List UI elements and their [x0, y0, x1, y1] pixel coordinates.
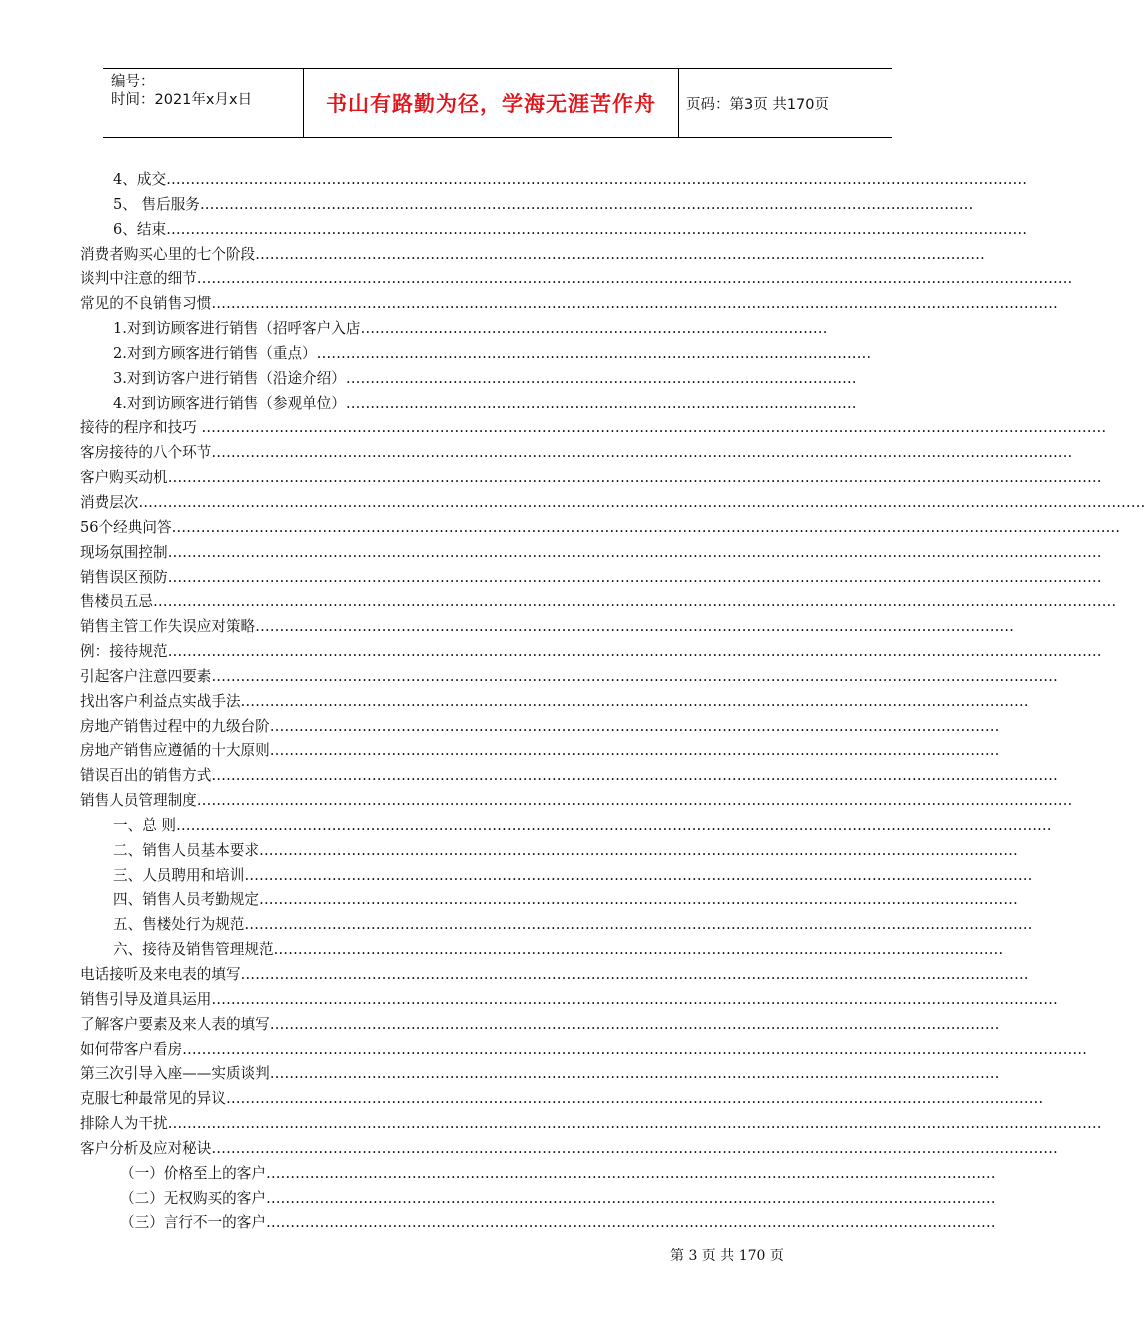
- toc-entry-title: 引起客户注意四要素: [80, 667, 212, 685]
- toc-entry[interactable]: [80, 317, 828, 342]
- toc-entry[interactable]: [80, 963, 1029, 988]
- toc-entry[interactable]: [80, 1211, 996, 1236]
- toc-leader-dots: ………………………………………………………………………………………………………………………………………………: [244, 916, 1033, 934]
- page-footer: 第 3 页 共 170 页: [670, 1248, 784, 1264]
- toc-entry[interactable]: [80, 988, 1058, 1013]
- toc-leader-dots: …………………………………………………………………………………………………………………………………………: [258, 891, 1018, 909]
- toc-entry[interactable]: [80, 764, 1058, 789]
- toc-entry[interactable]: [80, 168, 1028, 193]
- toc-entry[interactable]: [80, 590, 1117, 615]
- toc-leader-dots: …………………………………………………………………………………………………………………………………………………………: [211, 295, 1058, 313]
- toc-entry-title: 三、人员聘用和培训: [113, 866, 245, 884]
- toc-entry-title: 房地产销售过程中的九级台阶: [80, 717, 270, 735]
- toc-entry[interactable]: [80, 615, 1015, 640]
- toc-leader-dots: …………………………………………………………………………………………………………………………………………: [258, 841, 1018, 859]
- header-motto-cell: [303, 69, 679, 137]
- toc-entry[interactable]: [80, 1038, 1087, 1063]
- header-motto: 书山有路勤为径，学海无涯苦作舟: [326, 92, 656, 116]
- toc-leader-dots: ……………………………………………………………………………………………………………………………………………: [199, 195, 974, 213]
- toc-entry[interactable]: [80, 392, 857, 417]
- toc-leader-dots: …………………………………………………………………………………………………………………………………………………………: [211, 667, 1058, 685]
- toc-entry-title: 4、成交: [113, 171, 167, 188]
- toc-leader-dots: ………………………………………………………………………………………………………………………………………………………………: [176, 816, 1052, 834]
- toc-leader-dots: ………………………………………………………………………………………………………………………………………………………………: [196, 270, 1073, 288]
- toc-leader-dots: ……………………………………………………………………………………………………………………………………: [273, 941, 1004, 959]
- toc-entry-title: 第三次引导入座——实质谈判: [80, 1065, 270, 1083]
- toc-entry[interactable]: [80, 516, 1121, 541]
- toc-entry[interactable]: [80, 267, 1073, 292]
- toc-entry[interactable]: [80, 1137, 1058, 1162]
- toc-leader-dots: ……………………………………………………………………………………………………………………………………………………………………: [201, 419, 1107, 437]
- toc-entry-title: 一、总 则: [113, 816, 177, 834]
- toc-leader-dots: ……………………………………………………………………………………………………………………………………………………………: [166, 220, 1028, 238]
- toc-entry[interactable]: [80, 864, 1033, 889]
- toc-entry[interactable]: [80, 566, 1102, 591]
- toc-leader-dots: ………………………………………………………………………………………………………………………………………………: [244, 866, 1033, 884]
- toc-leader-dots: …………………………………………………………………………………………………………………………………………………………: [211, 1139, 1058, 1157]
- toc-leader-dots: …………………………………………………………………………………………………………………………………………………………………………: [167, 643, 1102, 661]
- toc-entry-title: 二、销售人员基本要求: [113, 841, 259, 859]
- toc-entry[interactable]: [80, 1187, 996, 1212]
- toc-entry[interactable]: [80, 690, 1029, 715]
- toc-entry-title: 销售引导及道具运用: [80, 990, 212, 1008]
- toc-entry[interactable]: [80, 913, 1033, 938]
- toc-leader-dots: …………………………………………………………………………………………………………………………………………………………………………: [167, 568, 1102, 586]
- toc-entry-title: 客户分析及应对秘诀: [80, 1139, 212, 1157]
- toc-entry-title: 房地产销售应遵循的十大原则: [80, 742, 270, 760]
- toc-entry[interactable]: [80, 342, 872, 367]
- toc-entry[interactable]: [80, 292, 1058, 317]
- toc-entry[interactable]: [80, 938, 1004, 963]
- toc-entry[interactable]: [80, 416, 1107, 441]
- toc-entry-title: 例：接待规范: [80, 643, 168, 661]
- document-time: 时间：2021年x月x日: [111, 92, 253, 108]
- toc-leader-dots: …………………………………………………………………………………………………………………………………………: [255, 618, 1015, 636]
- toc-entry[interactable]: [80, 1112, 1102, 1137]
- toc-entry[interactable]: [80, 640, 1102, 665]
- toc-entry[interactable]: [80, 715, 1000, 740]
- toc-entry-title: 电话接听及来电表的填写: [80, 966, 241, 983]
- toc-entry-title: 销售误区预防: [80, 568, 168, 586]
- toc-entry-title: 谈判中注意的细节: [80, 270, 197, 288]
- toc-leader-dots: ……………………………………………………………………………………………………………………………………………………………………: [182, 1040, 1087, 1058]
- toc-leader-dots: …………………………………………………………………………………………………………………………………………………………………………: [167, 469, 1102, 487]
- toc-leader-dots: ………………………………………………………………………………………………………………………………………………………………: [196, 792, 1073, 810]
- toc-leader-dots: ……………………………………………………………………………………………………………………………………………………: [225, 1090, 1044, 1108]
- toc-entry-title: 客户购买动机: [80, 469, 168, 487]
- toc-entry-title: 销售人员管理制度: [80, 792, 197, 810]
- toc-leader-dots: ………………………………………………………………………………………………………………………………………………: [240, 966, 1029, 983]
- toc-entry[interactable]: [80, 491, 1145, 516]
- toc-leader-dots: ……………………………………………………………………………………………………………………………………: [265, 1214, 996, 1232]
- toc-leader-dots: ……………………………………………………………………………………………………………………………………: [269, 742, 1000, 760]
- toc-entry-title: 3.对到访客户进行销售（沿途介绍）: [113, 369, 346, 387]
- toc-leader-dots: ………………………………………………………………………………………………………………………………………………………………………………………: [138, 493, 1145, 511]
- toc-entry-title: （三）言行不一的客户: [120, 1214, 266, 1232]
- page-header: [103, 68, 892, 138]
- toc-entry-title: 消费层次: [80, 493, 139, 511]
- toc-entry[interactable]: [80, 441, 1073, 466]
- toc-leader-dots: ……………………………………………………………………………………………………………………………………: [255, 245, 985, 263]
- toc-entry-title: 4.对到访顾客进行销售（参观单位）: [113, 394, 346, 412]
- toc-entry-title: 2.对到方顾客进行销售（重点）: [113, 344, 317, 362]
- document-number-label: 编号：: [111, 74, 155, 90]
- toc-entry-title: 接待的程序和技巧: [80, 419, 202, 437]
- toc-entry[interactable]: [80, 839, 1018, 864]
- toc-leader-dots: ……………………………………………………………………………………………………………………………………: [269, 1065, 1000, 1083]
- toc-leader-dots: ……………………………………………………………………………………………………………………………………: [269, 717, 1000, 735]
- toc-entry[interactable]: [80, 1062, 1000, 1087]
- toc-entry-title: 了解客户要素及来人表的填写: [80, 1015, 270, 1033]
- toc-entry-title: 售楼员五忌: [80, 593, 153, 611]
- toc-entry-title: 排除人为干扰: [80, 1115, 168, 1133]
- toc-entry-title: 常见的不良销售习惯: [80, 295, 212, 313]
- toc-entry-title: 销售主管工作失误应对策略: [80, 618, 256, 636]
- toc-entry[interactable]: [80, 888, 1018, 913]
- toc-leader-dots: ……………………………………………………………………………………………: [345, 369, 857, 387]
- toc-leader-dots: ……………………………………………………………………………………………………………………………………: [265, 1189, 996, 1207]
- toc-leader-dots: ……………………………………………………………………………………………………………………………………………………………: [211, 444, 1073, 462]
- toc-entry-title: （一）价格至上的客户: [120, 1164, 266, 1182]
- toc-leader-dots: ………………………………………………………………………………………………………………………………………………: [240, 692, 1029, 710]
- toc-leader-dots: ……………………………………………………………………………………………………………………………………: [269, 1015, 1000, 1033]
- toc-entry[interactable]: [80, 367, 857, 392]
- toc-entry[interactable]: [80, 1013, 1000, 1038]
- toc-entry[interactable]: [80, 739, 1000, 764]
- toc-entry[interactable]: [80, 1087, 1044, 1112]
- toc-entry-title: 五、售楼处行为规范: [113, 916, 245, 934]
- toc-entry-title: 消费者购买心里的七个阶段: [80, 245, 256, 263]
- toc-entry[interactable]: [80, 193, 974, 218]
- toc-entry-title: 如何带客户看房: [80, 1040, 183, 1058]
- toc-entry-title: 6、结束: [113, 220, 167, 238]
- toc-entry[interactable]: [80, 541, 1102, 566]
- toc-entry-title: 1.对到访顾客进行销售（招呼客户入店: [113, 320, 361, 338]
- toc-entry-title: 5、 售后服务: [113, 195, 200, 213]
- toc-leader-dots: ……………………………………………………………………………………: [360, 320, 828, 338]
- toc-entry-title: 56个经典问答: [80, 518, 172, 536]
- toc-entry-title: 四、销售人员考勤规定: [113, 891, 259, 909]
- toc-leader-dots: ……………………………………………………………………………………………: [345, 394, 857, 412]
- toc-leader-dots: ……………………………………………………………………………………………………………………………………………………………………………: [171, 518, 1121, 536]
- toc-leader-dots: ………………………………………………………………………………………………………………………………………………………………………………: [152, 593, 1117, 611]
- toc-entry[interactable]: [80, 466, 1102, 491]
- toc-leader-dots: …………………………………………………………………………………………………………………………………………………………………………: [167, 543, 1102, 561]
- toc-leader-dots: …………………………………………………………………………………………………………………………………………………………: [211, 990, 1058, 1008]
- toc-entry-title: 克服七种最常见的异议: [80, 1090, 226, 1108]
- toc-entry[interactable]: [80, 814, 1052, 839]
- toc-entry[interactable]: [80, 665, 1058, 690]
- toc-entry-title: 客房接待的八个环节: [80, 444, 212, 462]
- header-page-info-cell: [678, 69, 892, 137]
- toc-entry-title: 六、接待及销售管理规范: [113, 941, 274, 959]
- toc-entry[interactable]: [80, 218, 1028, 243]
- toc-entry[interactable]: [80, 789, 1073, 814]
- toc-entry[interactable]: [80, 243, 985, 268]
- toc-leader-dots: ……………………………………………………………………………………………………: [316, 344, 872, 362]
- toc-leader-dots: ……………………………………………………………………………………………………………………………………: [265, 1164, 996, 1182]
- toc-entry-title: （二）无权购买的客户: [120, 1189, 266, 1207]
- toc-leader-dots: ……………………………………………………………………………………………………………………………………………………………: [166, 171, 1028, 188]
- toc-entry-title: 现场氛围控制: [80, 543, 168, 561]
- toc-entry[interactable]: [80, 1162, 996, 1187]
- toc-leader-dots: …………………………………………………………………………………………………………………………………………………………………………: [167, 1115, 1102, 1133]
- header-meta: [103, 69, 303, 137]
- toc-leader-dots: …………………………………………………………………………………………………………………………………………………………: [211, 767, 1058, 785]
- toc-entry-title: 找出客户利益点实战手法: [80, 692, 241, 710]
- table-of-contents: [80, 168, 1145, 1236]
- toc-entry-title: 错误百出的销售方式: [80, 767, 212, 785]
- header-page-info: 页码：第3页 共170页: [686, 96, 830, 113]
